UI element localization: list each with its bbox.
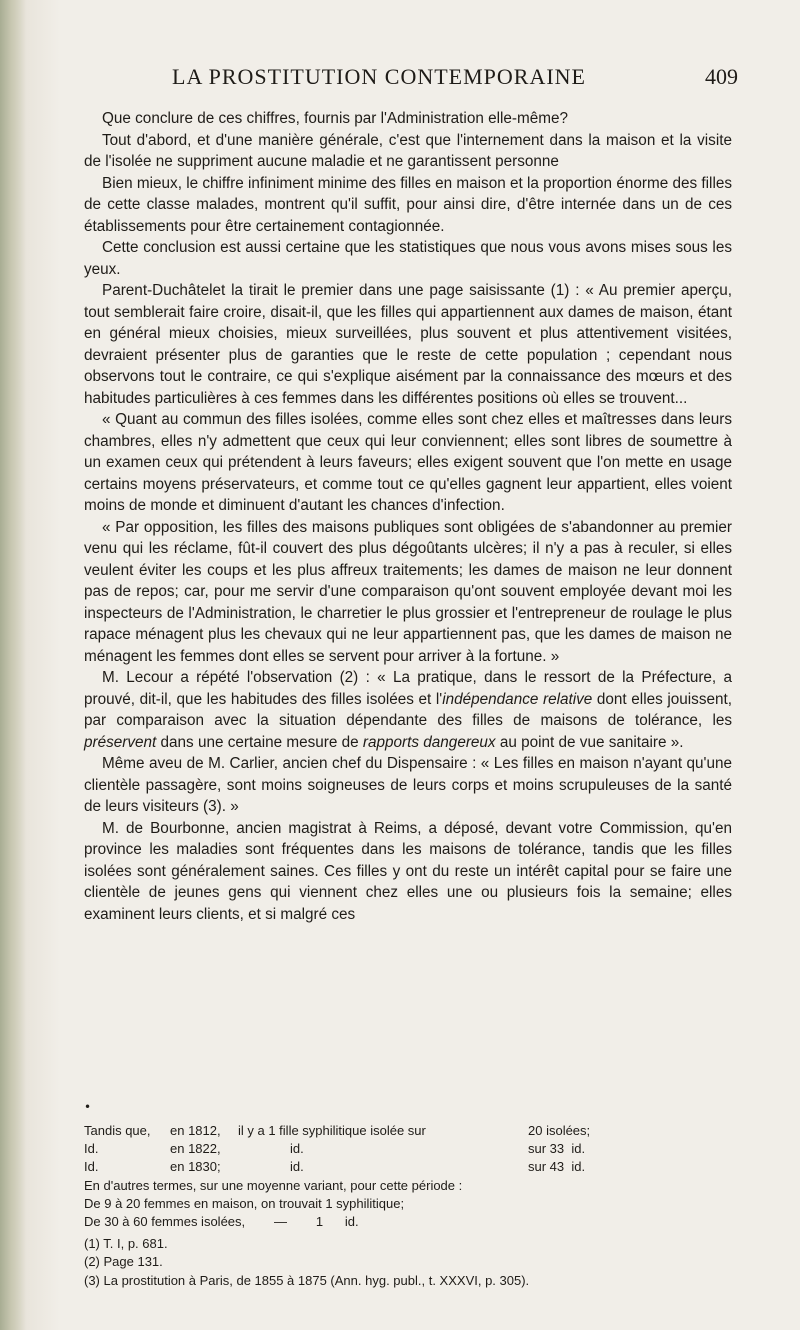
paragraph: Parent-Duchâtelet la tirait le premier dans une page saisissante (1) : « Au premier aperçu, tout semblerait faire croire, disait-il, que les filles qui appartiennent aux dames de maison, étant en général mieux choisies, mieux surveillées, plus souvent et plus attentivement visitées, devraient présenter plus de garanties que le reste de cette population ; cependant nous observons tout le contraire, ce qui s'explique aisément par la connaissance des mœurs et des habitudes particulières à ces femmes dans les différentes positions où elles se trouvent... — [84, 282, 732, 407]
stats-row: Id. en 1822, id. sur 33 id. — [84, 1141, 586, 1157]
paragraph: Que conclure de ces chiffres, fournis par l'Administration elle-même? — [102, 110, 569, 127]
notes-section — [84, 1122, 732, 1290]
paragraph: Tout d'abord, et d'une manière générale, c'est que l'internement dans la maison et la visite de l'isolée ne suppriment aucune maladie et ne garantissent personne — [84, 131, 732, 170]
note-line: De 9 à 20 femmes en maison, on trouvait 1 syphilitique; — [84, 1195, 405, 1211]
paragraph: Cette conclusion est aussi certaine que les statistiques que nous vous avons mises sous les yeux. — [84, 239, 732, 278]
emphasis: rapports dangereux — [362, 733, 496, 751]
paragraph: « Par opposition, les filles des maisons publiques sont obligées de s'abandonner au premier venu qui les réclame, fût-il couvert des plus dégoûtants ulcères; il n'y a pas à reculer, si elles veulent éviter les coups et les plus affreux traitements; les dames de maison ne leur donnent pas de repos; car, pour me servir d'une comparaison qu'ont souvent employée devant moi les inspecteurs de l'Administration, le charretier le plus grossier et l'entrepreneur de roulage le plus rapace ménagent plus les chevaux qui ne leur appartiennent pas, que les dames de maison ne ménagent les femmes dont elles se servent pour arriver à la fortune. » — [84, 518, 732, 665]
paragraph: M. de Bourbonne, ancien magistrat à Reims, a déposé, devant votre Commission, qu'en province les maladies sont fréquentes dans les maisons de tolérance, tandis que les filles isolées sont généralement saines. Ces filles y ont du reste un intérêt capital pour se faire une clientèle de jeunes gens qui viennent chez elles une ou plusieurs fois la semaine; elles examinent leurs clients, et si malgré ces — [84, 819, 732, 923]
running-title: LA PROSTITUTION CONTEMPORAINE — [172, 64, 586, 89]
paragraph: Bien mieux, le chiffre infiniment minime des filles en maison et la proportion énorme des filles de cette classe malades, montrent qu'il suffit, pour ainsi dire, d'être internée dans un de ces établissements pour être certainement contagionnée. — [84, 174, 732, 235]
main-text — [84, 108, 732, 925]
note-line: De 30 à 60 femmes isolées, — 1 id. — [84, 1214, 359, 1230]
emphasis: indépendance relative — [442, 690, 593, 708]
running-header — [60, 64, 750, 104]
footnote: (3) La prostitution à Paris, de 1855 à 1875 (Ann. hyg. publ., t. XXXVI, p. 305). — [84, 1272, 530, 1288]
paragraph: Même aveu de M. Carlier, ancien chef du Dispensaire : « Les filles en maison n'ayant qu'une clientèle passagère, sont moins soigneuses de leurs corps et moins scrupuleuses de la santé de leurs visiteurs (3). » — [84, 755, 732, 815]
paragraph: « Quant au commun des filles isolées, comme elles sont chez elles et maîtresses dans leurs chambres, elles n'y admettent que ceux qui leur conviennent; elles sont libres de soumettre à un examen ceux qui prétendent à leurs faveurs; elles exigent souvent que l'on mette en usage certains moyens préservateurs, et comme tout ce qu'elles gagnent leur appartient, elles voient moins de monde et diminuent d'autant les chances d'infection. — [84, 411, 732, 514]
stats-row: Tandis que, en 1812, il y a 1 fille syphilitique isolée sur 20 isolées; — [84, 1123, 591, 1138]
stats-row: Id. en 1830; id. sur 43 id. — [84, 1159, 586, 1175]
emphasis: préservent — [84, 733, 157, 751]
footnote: (2) Page 131. — [84, 1254, 163, 1270]
paragraph-lecour: M. Lecour a répété l'observation (2) : « La pratique, dans le ressort de la Préfecture, a prouvé, dit-il, que les habitudes des filles isolées et l'indépendance relative dont elles jouissent, par comparaison avec la situation dépendante des filles de maisons de tolérance, les préservent dans une certaine mesure de rapports dangereux au point de vue sanitaire ». — [84, 669, 732, 751]
stray-mark-icon: • — [84, 1100, 92, 1114]
note-line: En d'autres termes, sur une moyenne variant, pour cette période : — [84, 1177, 463, 1193]
footnote: (1) T. I, p. 681. — [84, 1236, 168, 1252]
binding-shadow — [0, 0, 26, 1330]
page-number: 409 — [705, 64, 738, 89]
